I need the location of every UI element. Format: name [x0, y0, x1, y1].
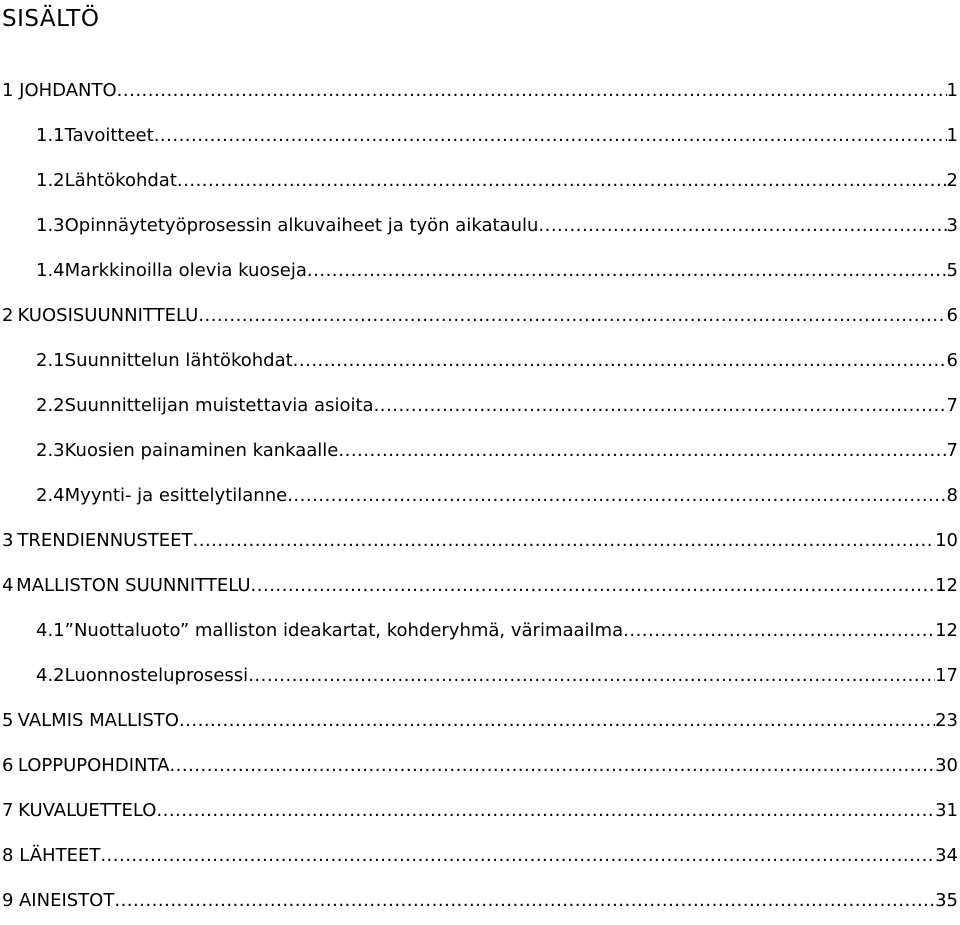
dot-leader — [251, 563, 936, 608]
toc-entry[interactable] — [0, 203, 960, 248]
dot-leader — [287, 473, 946, 518]
toc-entry-number: 1.2 — [36, 170, 65, 191]
toc-entry-page-number: 3 — [946, 215, 958, 236]
dot-leader — [623, 608, 935, 653]
toc-entry-label: Myynti- ja esittelytilanne — [64, 485, 288, 506]
dot-leader — [114, 878, 935, 923]
toc-entry-page-number: 2 — [946, 170, 958, 191]
dot-leader — [154, 113, 947, 158]
toc-entry-number: 2.3 — [36, 440, 65, 461]
toc-entry-label: Markkinoilla olevia kuoseja — [64, 260, 307, 281]
toc-entry[interactable] — [0, 338, 960, 383]
toc-entry[interactable] — [0, 158, 960, 203]
toc-entry-page-number: 10 — [935, 530, 958, 551]
toc-entry[interactable] — [0, 743, 960, 788]
dot-leader — [156, 788, 935, 833]
toc-entry-number: 1.1 — [36, 125, 65, 146]
toc-entry[interactable] — [0, 68, 960, 113]
toc-entry-label: Tavoitteet — [64, 125, 154, 146]
toc-entry-page-number: 6 — [946, 305, 958, 326]
dot-leader — [374, 383, 947, 428]
toc-entry-label: MALLISTON SUUNNITTELU — [16, 575, 251, 596]
toc-entry[interactable] — [0, 383, 960, 428]
toc-entry-number: 4 — [2, 575, 14, 596]
toc-entry-number: 1.4 — [36, 260, 65, 281]
toc-entry-label: Opinnäytetyöprosessin alkuvaiheet ja työn aikataulu — [64, 215, 539, 236]
toc-entry-number: 7 — [2, 800, 14, 821]
toc-entry-page-number: 12 — [935, 575, 958, 596]
toc-entry[interactable] — [0, 473, 960, 518]
toc-entry-label: ”Nuottaluoto” malliston ideakartat, kohderyhmä, värimaailma — [64, 620, 624, 641]
toc-entry-page-number: 8 — [946, 485, 958, 506]
toc-entry-page-number: 1 — [946, 125, 958, 146]
toc-entry[interactable] — [0, 653, 960, 698]
toc-entry[interactable] — [0, 113, 960, 158]
toc-entry-page-number: 5 — [946, 260, 958, 281]
toc-entry-number: 2.4 — [36, 485, 65, 506]
dot-leader — [307, 248, 947, 293]
toc-entry-label: TRENDIENNUSTEET — [17, 530, 193, 551]
toc-entry-page-number: 1 — [946, 80, 958, 101]
toc-entry[interactable] — [0, 878, 960, 923]
toc-entry-label: Kuosien painaminen kankaalle — [64, 440, 339, 461]
toc-entry[interactable] — [0, 608, 960, 653]
toc-entry-label: VALMIS MALLISTO — [17, 710, 179, 731]
toc-entry-page-number: 31 — [935, 800, 958, 821]
dot-leader — [179, 698, 935, 743]
toc-entry-number: 6 — [2, 755, 14, 776]
toc-entry-page-number: 7 — [946, 440, 958, 461]
toc-entry[interactable] — [0, 518, 960, 563]
toc-entry[interactable] — [0, 698, 960, 743]
toc-entry-number: 3 — [2, 530, 14, 551]
toc-entry-label: Suunnittelijan muistettavia asioita — [64, 395, 374, 416]
toc-entry-number: 4.1 — [36, 620, 65, 641]
dot-leader — [293, 338, 947, 383]
toc-entry-number: 5 — [2, 710, 14, 731]
toc-entry-label: LÄHTEET — [19, 845, 101, 866]
toc-entry-label: Suunnittelun lähtökohdat — [64, 350, 293, 371]
toc-entry-label: AINEISTOT — [18, 890, 115, 911]
toc-entry-page-number: 35 — [935, 890, 958, 911]
toc-entry-label: LOPPUPOHDINTA — [17, 755, 170, 776]
dot-leader — [177, 158, 947, 203]
toc-entry-number: 9 — [2, 890, 14, 911]
toc-entry-page-number: 7 — [946, 395, 958, 416]
dot-leader — [169, 743, 935, 788]
table-of-contents — [0, 68, 960, 923]
toc-entry[interactable] — [0, 428, 960, 473]
toc-entry-page-number: 12 — [935, 620, 958, 641]
toc-entry-label: Luonnosteluprosessi — [64, 665, 249, 686]
toc-entry-number: 2.1 — [36, 350, 65, 371]
toc-entry[interactable] — [0, 833, 960, 878]
dot-leader — [248, 653, 935, 698]
dot-leader — [100, 833, 935, 878]
toc-entry-number: 2 — [2, 305, 14, 326]
toc-entry-page-number: 17 — [935, 665, 958, 686]
toc-entry-number: 4.2 — [36, 665, 65, 686]
toc-entry[interactable] — [0, 248, 960, 293]
toc-entry-page-number: 30 — [935, 755, 958, 776]
page-title: SISÄLTÖ — [2, 6, 100, 32]
toc-entry[interactable] — [0, 788, 960, 833]
toc-entry-page-number: 6 — [946, 350, 958, 371]
dot-leader — [338, 428, 946, 473]
dot-leader — [198, 293, 946, 338]
dot-leader — [538, 203, 946, 248]
toc-entry-page-number: 34 — [935, 845, 958, 866]
toc-entry-label: KUVALUETTELO — [18, 800, 157, 821]
toc-entry-number: 2.2 — [36, 395, 65, 416]
toc-entry-page-number: 23 — [935, 710, 958, 731]
toc-entry[interactable] — [0, 563, 960, 608]
dot-leader — [117, 68, 947, 113]
toc-entry-label: KUOSISUUNNITTELU — [17, 305, 199, 326]
toc-entry[interactable] — [0, 293, 960, 338]
toc-entry-number: 1.3 — [36, 215, 65, 236]
toc-entry-number: 8 — [2, 845, 14, 866]
dot-leader — [193, 518, 936, 563]
toc-entry-label: Lähtökohdat — [64, 170, 177, 191]
toc-entry-number: 1 — [2, 80, 14, 101]
toc-entry-label: JOHDANTO — [19, 80, 117, 101]
